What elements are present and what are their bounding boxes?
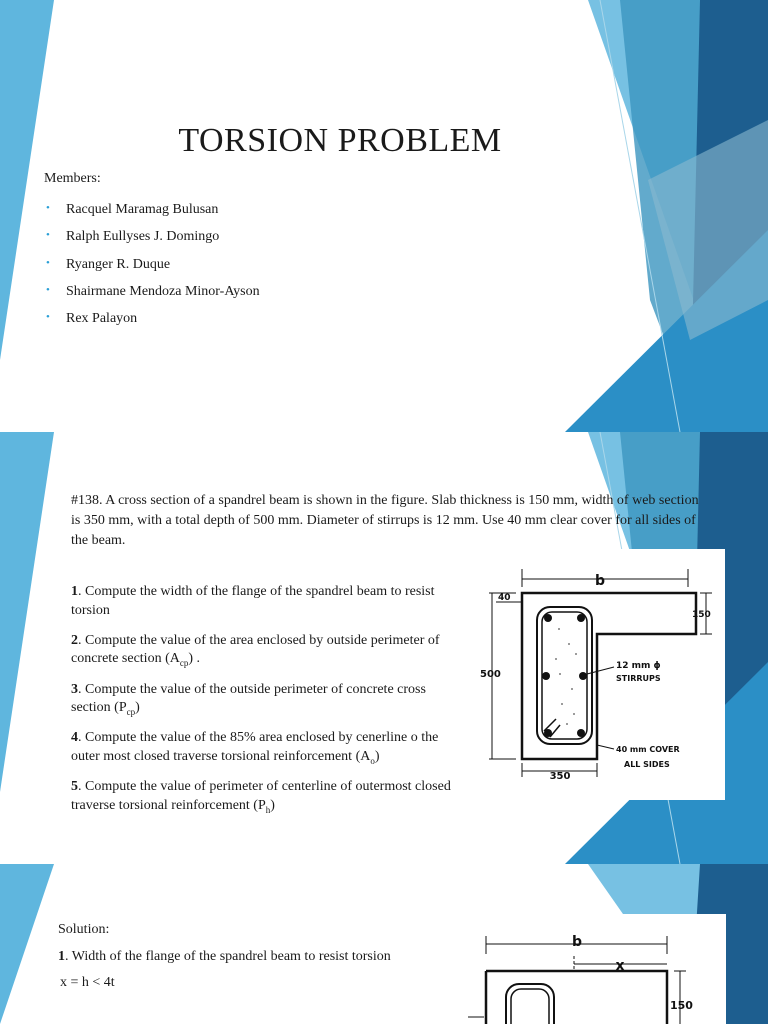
step-number: 1: [58, 948, 65, 964]
question-item: [71, 681, 461, 722]
question-tail: ): [270, 797, 275, 813]
question-number: 5: [71, 779, 78, 795]
member-item: • Shairmane Mendoza Minor-Ayson: [44, 278, 260, 305]
label-all-sides: ALL SIDES: [624, 760, 670, 769]
question-text: . Compute the value of the outside perimeter of concrete cross section (P: [71, 681, 426, 716]
label-b: b: [571, 934, 583, 950]
member-item: • Ralph Eullyses J. Domingo: [44, 223, 260, 250]
question-number: 3: [71, 681, 78, 697]
label-150-visible: 150: [670, 999, 693, 1012]
title-slide: [0, 0, 768, 432]
label-stirrups: STIRRUPS: [616, 674, 661, 683]
label-x: x: [615, 958, 625, 974]
question-text: . Compute the value of perimeter of centerline of outermost closed traverse torsional reinforcement (P: [71, 779, 451, 813]
question-subscript: h: [265, 804, 271, 815]
question-item: [71, 583, 461, 624]
problem-statement: #138. A cross section of a spandrel beam is shown in the figure. Slab thickness is 150 mm, width of web section is 350 mm, with a total depth of 500 mm. Diameter of stirrups is 12 mm. Use 40 mm clear cover for all sides of the beam.: [71, 493, 699, 548]
label-b: b: [594, 573, 606, 589]
aggregate-dots: [555, 628, 577, 725]
label-40: 40: [498, 593, 511, 603]
label-500: 500: [480, 669, 501, 680]
members-label: Members:: [44, 171, 101, 186]
rebar: [544, 729, 552, 737]
step-text: . Width of the flange of the spandrel beam to resist torsion: [65, 948, 391, 964]
solution-figure: [446, 914, 726, 1024]
label-350: 350: [549, 771, 571, 782]
rebar: [577, 729, 585, 737]
question-text: . Compute the value of the 85% area enclosed by cenerline o the outer most closed traverse torsional reinforcement (A: [71, 730, 439, 764]
label-stirrup-size: 12 mm ϕ: [616, 661, 661, 671]
rebar: [579, 672, 587, 680]
stirrup-inner: [511, 989, 549, 1024]
question-item: [71, 729, 461, 770]
rebar: [577, 614, 585, 622]
slide-title: TORSION PROBLEM: [178, 122, 502, 159]
solution-label: Solution:: [58, 922, 110, 937]
question-subscript: cp: [179, 658, 189, 669]
solution-diagram: [446, 914, 726, 1024]
solution-slide: [0, 864, 768, 1024]
question-tail: ) .: [188, 651, 201, 667]
equation: x = h < 4t: [60, 975, 115, 990]
beam-diagram: [464, 549, 725, 800]
question-text: . Compute the width of the flange of the spandrel beam to resist torsion: [71, 584, 435, 618]
question-subscript: o: [370, 755, 375, 766]
question-tail: ): [135, 700, 140, 716]
question-list: [71, 583, 461, 827]
callout-line: [597, 745, 614, 749]
members-list: [44, 196, 260, 332]
question-number: 4: [71, 730, 78, 746]
member-item: • Rex Palayon: [44, 305, 260, 332]
solution-step: [58, 948, 418, 967]
question-item: [71, 632, 461, 673]
left-accent-shape: [0, 864, 54, 1024]
label-cover: 40 mm COVER: [616, 745, 680, 754]
question-subscript: cp: [126, 706, 136, 717]
member-item: • Racquel Maramag Bulusan: [44, 196, 260, 223]
stirrup-outer: [506, 984, 554, 1024]
beam-outline: [486, 971, 667, 1024]
question-text: . Compute the value of the area enclosed by outside perimeter of concrete section (A: [71, 632, 440, 667]
member-item: • Ryanger R. Duque: [44, 251, 260, 278]
label-150: 150: [692, 610, 711, 620]
rebar: [542, 672, 550, 680]
problem-slide: [0, 432, 768, 864]
question-item: [71, 778, 461, 819]
question-number: 1: [71, 584, 78, 599]
left-accent-shape: [0, 432, 54, 792]
solution-text: [58, 921, 418, 1001]
question-number: 2: [71, 632, 78, 648]
rebar: [544, 614, 552, 622]
question-tail: ): [374, 748, 380, 764]
beam-cross-section-figure: [464, 549, 725, 800]
